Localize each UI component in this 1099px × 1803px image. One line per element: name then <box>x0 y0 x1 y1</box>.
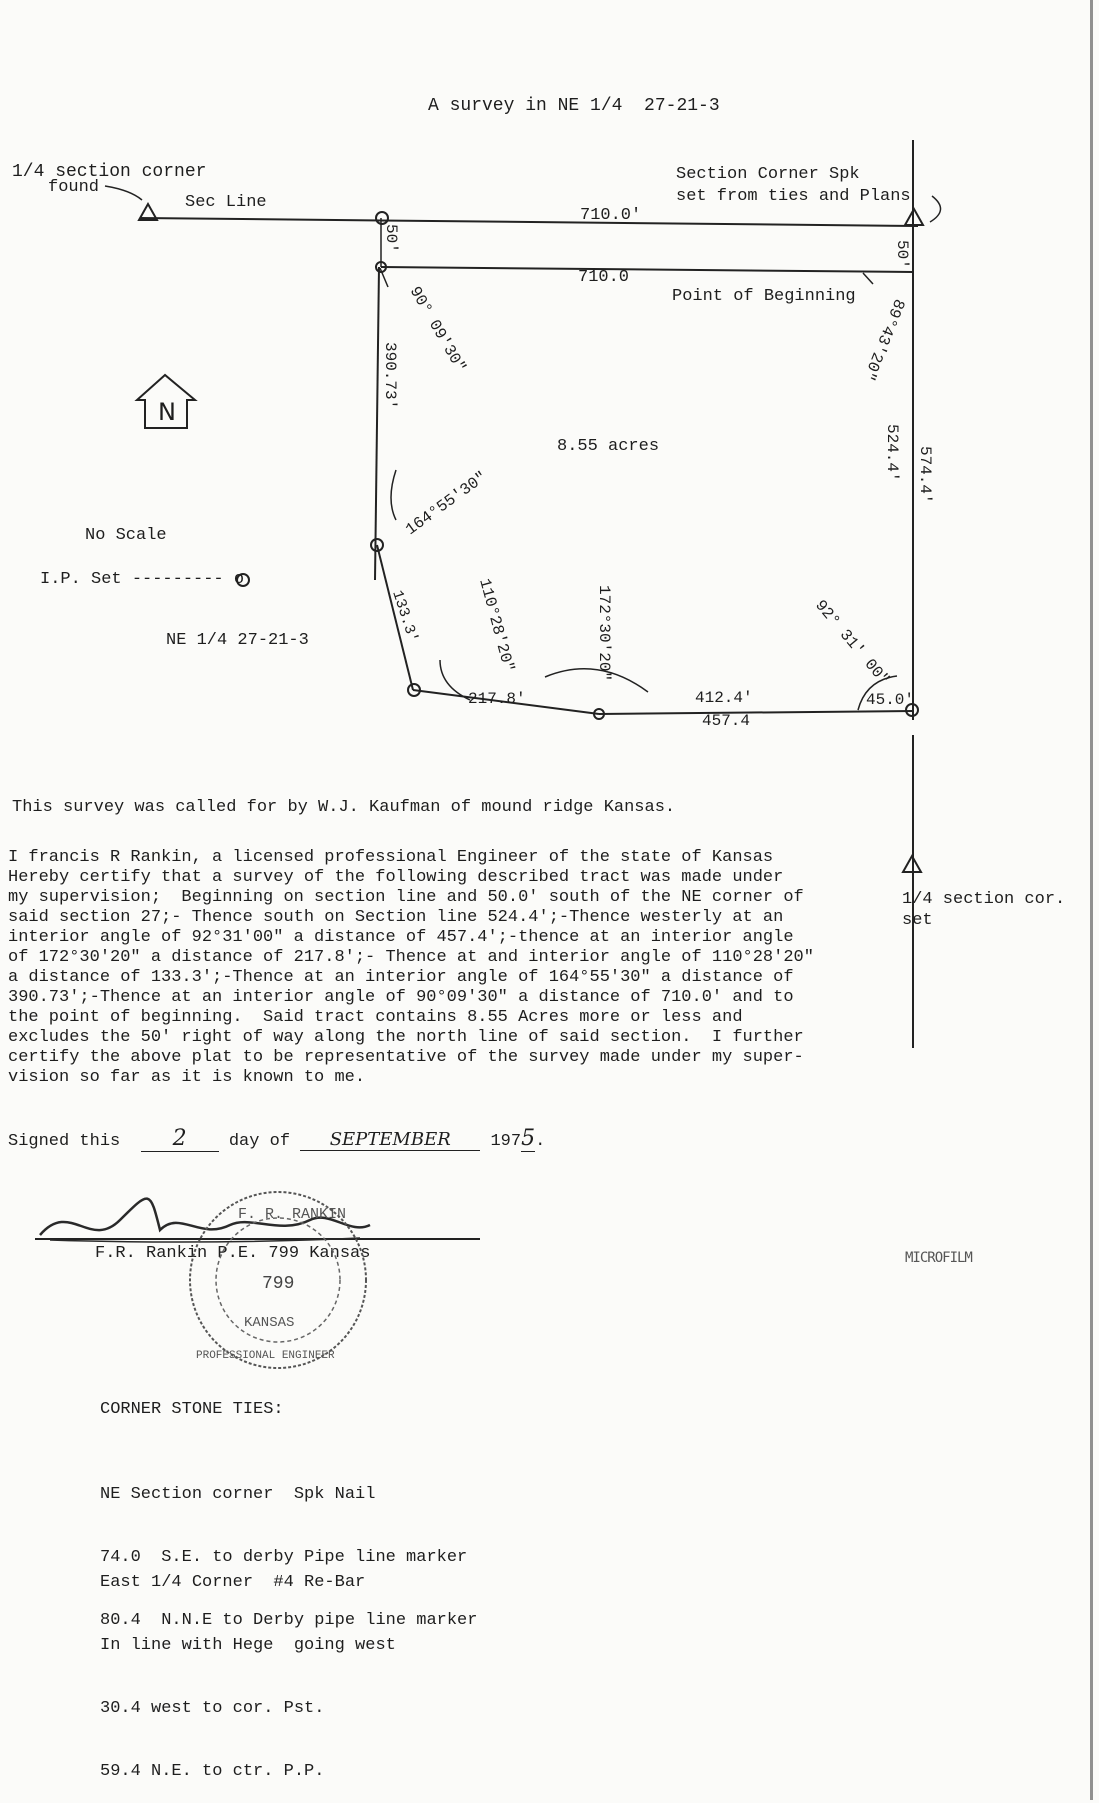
north-label: N <box>158 398 176 426</box>
signature-line-text: F.R. Rankin P.E. 799 Kansas <box>95 1244 371 1263</box>
angle-se-dim: 92° 31' 00" <box>811 596 893 690</box>
quarter-corner-set-label-1: 1/4 section cor. <box>902 890 1066 909</box>
signed-prefix: Signed this <box>8 1132 121 1151</box>
signed-year-prefix: 197 <box>490 1132 522 1151</box>
tie-line: 30.4 west to cor. Pst. <box>100 1699 325 1718</box>
cert-line: certify the above plat to be representative of the survey made under my super- <box>8 1048 804 1067</box>
cert-line: of 172°30'20" a distance of 217.8';- Thence at and interior angle of 110°28'20" <box>8 948 814 967</box>
signed-line <box>8 1126 545 1152</box>
quarter-corner-found-label-1: 1/4 section corner <box>12 162 207 182</box>
ip-set-label: I.P. Set --------- o <box>40 570 245 589</box>
cert-line: my supervision; Beginning on section line and 50.0' south of the NE corner of <box>8 888 804 907</box>
sec-line-label: Sec Line <box>185 193 267 212</box>
tie-line: 74.0 S.E. to derby Pipe line marker <box>100 1548 468 1567</box>
tie-line: 59.4 N.E. to ctr. P.P. <box>100 1762 325 1781</box>
angle-sw-dim: 110°28'20" <box>475 576 518 675</box>
no-scale-label: No Scale <box>85 526 167 545</box>
signed-month: SEPTEMBER <box>300 1129 480 1151</box>
east-offset-dim: 50' <box>893 240 911 269</box>
angle-nw-dim: 90° 09'30" <box>405 283 470 376</box>
angle-s-dim: 172°30'20" <box>595 585 613 682</box>
segment-s1-dim: 217.8' <box>468 690 526 708</box>
cert-line: 390.73';-Thence at an interior angle of 90°09'30" a distance of 710.0' and to <box>8 988 794 1007</box>
signed-day-of: day of <box>228 1132 291 1151</box>
seal-state: KANSAS <box>244 1315 295 1331</box>
signed-day: 2 <box>141 1126 219 1152</box>
microfilm-stamp: MICROFILM <box>905 1250 972 1266</box>
west-offset-dim: 50' <box>382 224 400 253</box>
tie-line: In line with Hege going west <box>100 1636 396 1655</box>
section-corner-label-2: set from ties and Plans <box>676 187 911 206</box>
called-for-line: This survey was called for by W.J. Kaufman of mound ridge Kansas. <box>12 798 676 817</box>
signed-year-digit: 5 <box>521 1126 536 1151</box>
top-tract-line-dim: 710.0 <box>578 268 630 287</box>
section-corner-label-1: Section Corner Spk <box>676 165 860 184</box>
certification-paragraph <box>8 848 888 1088</box>
east-bottom-dim: 45.0' <box>866 691 915 709</box>
seal-bottom: PROFESSIONAL ENGINEER <box>196 1350 335 1362</box>
ties-group-east <box>100 1530 396 1803</box>
cert-line: the point of beginning. Said tract contains 8.55 Acres more or less and <box>8 1008 743 1027</box>
angle-w-dim: 164°55'30" <box>402 468 491 540</box>
quarter-corner-found-label-2: found <box>48 178 100 197</box>
ne-quarter-label: NE 1/4 27-21-3 <box>166 631 309 650</box>
cert-line: excludes the 50' right of way along the north line of said section. I further <box>8 1028 804 1047</box>
tie-line: East 1/4 Corner #4 Re-Bar <box>100 1573 366 1592</box>
cert-line: said section 27;- Thence south on Section line 524.4';-Thence westerly at an <box>8 908 784 927</box>
quarter-corner-set-label-2: set <box>902 911 933 930</box>
east-outer-dim: 574.4' <box>916 446 934 504</box>
pe-seal <box>178 1180 378 1380</box>
cert-line: I francis R Rankin, a licensed professional Engineer of the state of Kansas <box>8 848 774 867</box>
seal-top: F. R. RANKIN <box>238 1206 347 1223</box>
signed-period: . <box>535 1132 546 1151</box>
cert-line: interior angle of 92°31'00" a distance of 457.4';-thence at an interior angle <box>8 928 794 947</box>
angle-ne-dim: 89°43'20" <box>858 296 909 383</box>
tie-line: NE Section corner Spk Nail <box>100 1485 376 1504</box>
seal-number: 799 <box>262 1274 295 1294</box>
ties-heading: CORNER STONE TIES: <box>100 1400 284 1419</box>
cert-line: a distance of 133.3';-Thence at an interior angle of 164°55'30" a distance of <box>8 968 794 987</box>
acres-label: 8.55 acres <box>557 437 660 456</box>
point-of-beginning-label: Point of Beginning <box>672 287 856 306</box>
cert-line: Hereby certify that a survey of the following described tract was made under <box>8 868 784 887</box>
survey-title: A survey in NE 1/4 27-21-3 <box>428 96 720 116</box>
south-total-dim: 457.4 <box>702 712 751 730</box>
segment-s2-dim: 412.4' <box>695 689 753 707</box>
east-inner-dim: 524.4' <box>883 424 901 482</box>
west-side-dim: 390.73' <box>381 342 399 410</box>
cert-line: vision so far as it is known to me. <box>8 1068 366 1087</box>
tie-line: 80.4 N.N.E to Derby pipe line marker <box>100 1611 478 1630</box>
segment-sw-dim: 133.3' <box>388 588 422 645</box>
top-sec-line-dim: 710.0' <box>580 206 642 225</box>
